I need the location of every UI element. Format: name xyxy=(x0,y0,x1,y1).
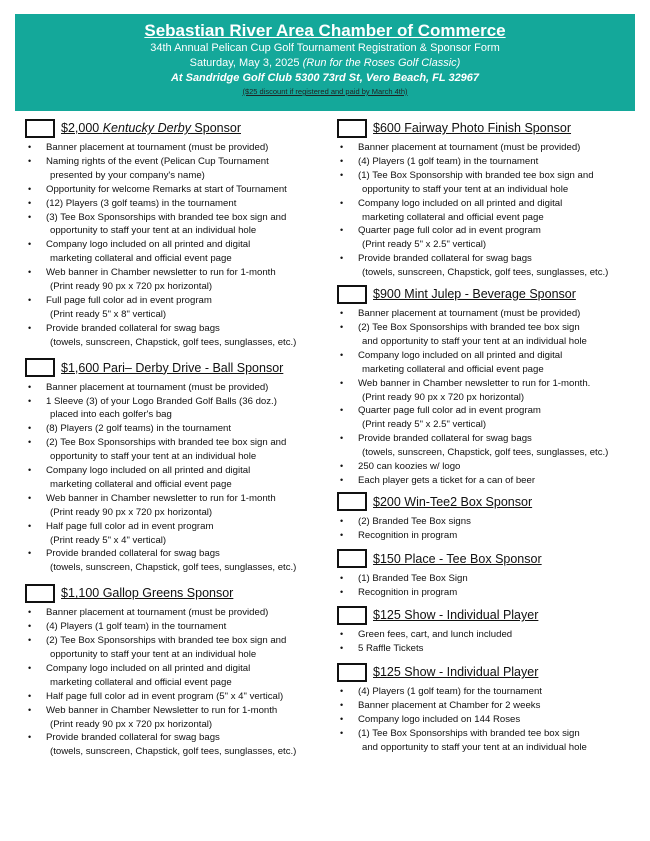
sponsor-section xyxy=(25,358,328,576)
benefit-item-continued: placed into each golfer's bag xyxy=(50,409,172,421)
sponsor-checkbox[interactable] xyxy=(25,584,55,603)
sponsor-title xyxy=(61,586,233,600)
sponsor-title-prefix: $2,000 xyxy=(61,121,103,135)
benefit-item: • (4) Players (1 golf team) in the tournament xyxy=(25,620,328,634)
benefit-item: • (2) Tee Box Sponsorships with branded tee box sign and xyxy=(25,436,328,450)
benefit-item: • Provide branded collateral for swag bags xyxy=(337,252,637,266)
sponsor-section xyxy=(25,583,328,759)
sponsor-title xyxy=(61,121,241,135)
benefit-item-continued: opportunity to staff your tent at an individual hole xyxy=(362,183,569,195)
event-date-note: (Run for the Roses Golf Classic) xyxy=(302,57,461,69)
sponsor-section xyxy=(25,118,328,350)
sponsor-checkbox[interactable] xyxy=(337,606,367,625)
chamber-title: Sebastian River Area Chamber of Commerce xyxy=(144,21,506,40)
benefit-list xyxy=(25,141,328,350)
benefit-item-continued: (Print ready 90 px x 720 px horizontal) xyxy=(50,718,213,730)
sponsor-header xyxy=(25,583,328,603)
benefit-item: • Recognition in program xyxy=(337,586,637,600)
sponsor-title: $900 Mint Julep - Beverage Sponsor xyxy=(373,287,576,302)
benefit-item: • Quarter page full color ad in event program xyxy=(337,224,637,238)
benefit-item: • Company logo included on all printed and digital xyxy=(337,197,637,211)
sponsor-section xyxy=(337,118,637,280)
discount-note: ($25 discount if registered and paid by March 4th) xyxy=(242,87,408,96)
sponsor-title: $200 Win-Tee2 Box Sponsor xyxy=(373,494,533,509)
event-date-line xyxy=(15,56,635,71)
benefit-item: • (3) Tee Box Sponsorships with branded tee box sign and xyxy=(25,211,328,225)
benefit-item: • 5 Raffle Tickets xyxy=(337,642,637,656)
benefit-list xyxy=(337,307,637,488)
benefit-item: • Provide branded collateral for swag bags xyxy=(25,322,328,336)
benefit-list xyxy=(337,685,637,755)
sponsor-checkbox[interactable] xyxy=(25,358,55,377)
benefit-item: • Company logo included on all printed and digital xyxy=(25,238,328,252)
benefit-item-continued: (towels, sunscreen, Chapstick, golf tees, sunglasses, etc.) xyxy=(362,447,609,459)
header-banner xyxy=(15,14,635,111)
benefit-item-continued: (Print ready 5" x 8" vertical) xyxy=(50,308,167,320)
benefit-item: • Banner placement at tournament (must be provided) xyxy=(25,381,328,395)
sponsor-section xyxy=(337,284,637,488)
benefit-item-continued: (towels, sunscreen, Chapstick, golf tees, sunglasses, etc.) xyxy=(50,336,297,348)
benefit-item: • (4) Players (1 golf team) for the tournament xyxy=(337,685,637,699)
benefit-item: • Banner placement at tournament (must be provided) xyxy=(337,141,637,155)
benefit-item-continued: marketing collateral and official event page xyxy=(50,478,232,490)
sponsor-header xyxy=(25,118,328,138)
benefit-item: • (12) Players (3 golf teams) in the tournament xyxy=(25,197,328,211)
benefit-item: • Green fees, cart, and lunch included xyxy=(337,628,637,642)
benefit-item: • Web banner in Chamber newsletter to run for 1-month xyxy=(25,266,328,280)
sponsor-header xyxy=(337,284,637,304)
sponsor-section xyxy=(337,605,637,656)
event-date: Saturday, May 3, 2025 xyxy=(189,57,300,69)
benefit-item-continued: and opportunity to staff your tent at an individual hole xyxy=(362,741,587,753)
benefit-item-continued: (Print ready 5" x 2.5" vertical) xyxy=(362,239,487,251)
benefit-item-continued: presented by your company's name) xyxy=(50,169,205,181)
benefit-item: • Half page full color ad in event program xyxy=(25,520,328,534)
benefit-item: • (2) Tee Box Sponsorships with branded tee box sign xyxy=(337,321,637,335)
benefit-item: • (2) Branded Tee Box signs xyxy=(337,515,637,529)
benefit-item: • (1) Tee Box Sponsorships with branded tee box sign xyxy=(337,727,637,741)
benefit-item: • Banner placement at tournament (must be provided) xyxy=(25,606,328,620)
benefit-item-continued: and opportunity to staff your tent at an individual hole xyxy=(362,335,587,347)
benefit-item: • (1) Tee Box Sponsorship with branded tee box sign and xyxy=(337,169,637,183)
benefit-item: • Provide branded collateral for swag bags xyxy=(25,547,328,561)
benefit-item: • Company logo included on all printed and digital xyxy=(337,349,637,363)
sponsor-title xyxy=(61,361,283,375)
sponsor-title: $150 Place - Tee Box Sponsor xyxy=(373,551,542,566)
benefit-item-continued: opportunity to staff your tent at an individual hole xyxy=(50,225,257,237)
event-subtitle: 34th Annual Pelican Cup Golf Tournament Registration & Sponsor Form xyxy=(150,42,500,54)
benefit-item: • Banner placement at Chamber for 2 weeks xyxy=(337,699,637,713)
benefit-item-continued: (towels, sunscreen, Chapstick, golf tees, sunglasses, etc.) xyxy=(50,562,297,574)
benefit-item: • (8) Players (2 golf teams) in the tournament xyxy=(25,422,328,436)
sponsor-title: $600 Fairway Photo Finish Sponsor xyxy=(373,121,572,135)
benefit-item: • Web banner in Chamber newsletter to run for 1-month xyxy=(25,492,328,506)
benefit-item: • Quarter page full color ad in event program xyxy=(337,404,637,418)
benefit-item: • Opportunity for welcome Remarks at start of Tournament xyxy=(25,183,328,197)
sponsor-checkbox[interactable] xyxy=(337,285,367,304)
sponsor-header xyxy=(337,118,637,138)
benefit-item: • Company logo included on 144 Roses xyxy=(337,713,637,727)
sponsor-section xyxy=(337,549,637,600)
sponsor-title-italic: Kentucky Derby xyxy=(102,121,191,135)
benefit-list xyxy=(25,381,328,576)
benefit-list xyxy=(337,515,637,543)
sponsor-title-prefix: $1,100 Gallop Greens Sponsor xyxy=(61,586,234,601)
benefit-list xyxy=(337,572,637,600)
sponsor-checkbox[interactable] xyxy=(25,119,55,138)
benefit-item: • Company logo included on all printed and digital xyxy=(25,464,328,478)
sponsor-checkbox[interactable] xyxy=(337,119,367,138)
benefit-item: • Full page full color ad in event program xyxy=(25,294,328,308)
sponsor-title-prefix: $1,600 Pari– Derby Drive - Ball Sponsor xyxy=(61,360,284,375)
benefit-item: • (1) Branded Tee Box Sign xyxy=(337,572,637,586)
benefit-item-continued: (Print ready 5" x 4" vertical) xyxy=(50,534,167,546)
sponsor-title: $125 Show - Individual Player xyxy=(373,665,539,680)
benefit-item: • Company logo included on all printed and digital xyxy=(25,662,328,676)
benefit-item-continued: (Print ready 90 px x 720 px horizontal) xyxy=(50,281,213,293)
sponsor-header xyxy=(337,492,637,512)
benefit-item-continued: opportunity to staff your tent at an individual hole xyxy=(50,649,257,660)
benefit-item: • Web banner in Chamber Newsletter to run for 1-month xyxy=(25,704,328,718)
benefit-item-continued: marketing collateral and official event page xyxy=(50,676,232,688)
benefit-list xyxy=(337,141,637,280)
benefit-item: • 250 can koozies w/ logo xyxy=(337,460,637,474)
sponsor-header xyxy=(337,662,637,682)
benefit-item: • (2) Tee Box Sponsorships with branded tee box sign and xyxy=(25,634,328,648)
right-column xyxy=(337,118,637,755)
sponsor-header xyxy=(337,549,637,569)
benefit-item-continued: (towels, sunscreen, Chapstick, golf tees, sunglasses, etc.) xyxy=(50,746,297,758)
benefit-item: • Half page full color ad in event program (5" x 4" vertical) xyxy=(25,690,328,704)
benefit-item-continued: (Print ready 90 px x 720 px horizontal) xyxy=(362,391,525,403)
benefit-list xyxy=(25,606,328,759)
benefit-item: • (4) Players (1 golf team) in the tournament xyxy=(337,155,637,169)
sponsor-section xyxy=(337,662,637,755)
left-column xyxy=(25,118,328,767)
benefit-item-continued: opportunity to staff your tent at an individual hole xyxy=(50,451,257,463)
sponsor-title-suffix: Sponsor xyxy=(190,121,241,135)
benefit-item-continued: marketing collateral and official event page xyxy=(362,363,544,375)
benefit-item: • Web banner in Chamber newsletter to run for 1-month. xyxy=(337,377,637,391)
sponsor-checkbox[interactable] xyxy=(337,549,367,568)
benefit-item: • Each player gets a ticket for a can of beer xyxy=(337,474,637,488)
benefit-item: • 1 Sleeve (3) of your Logo Branded Golf Balls (36 doz.) xyxy=(25,395,328,409)
sponsor-header xyxy=(25,358,328,378)
benefit-item: • Banner placement at tournament (must be provided) xyxy=(337,307,637,321)
benefit-list xyxy=(337,628,637,656)
sponsor-title: $125 Show - Individual Player xyxy=(373,608,539,623)
benefit-item: • Provide branded collateral for swag bags xyxy=(337,432,637,446)
benefit-item-continued: marketing collateral and official event page xyxy=(50,253,232,265)
sponsor-header xyxy=(337,605,637,625)
benefit-item-continued: (Print ready 5" x 2.5" vertical) xyxy=(362,419,487,431)
sponsor-section xyxy=(337,492,637,543)
benefit-item: • Naming rights of the event (Pelican Cup Tournament xyxy=(25,155,328,169)
benefit-item-continued: (towels, sunscreen, Chapstick, golf tees, sunglasses, etc.) xyxy=(362,267,609,279)
sponsor-checkbox[interactable] xyxy=(337,663,367,682)
benefit-item: • Provide branded collateral for swag bags xyxy=(25,731,328,745)
sponsor-checkbox[interactable] xyxy=(337,492,367,511)
benefit-item: • Banner placement at tournament (must be provided) xyxy=(25,141,328,155)
benefit-item: • Recognition in program xyxy=(337,529,637,543)
benefit-item-continued: (Print ready 90 px x 720 px horizontal) xyxy=(50,506,213,518)
benefit-item-continued: marketing collateral and official event page xyxy=(362,211,544,223)
event-venue: At Sandridge Golf Club 5300 73rd St, Vero Beach, FL 32967 xyxy=(170,72,480,84)
